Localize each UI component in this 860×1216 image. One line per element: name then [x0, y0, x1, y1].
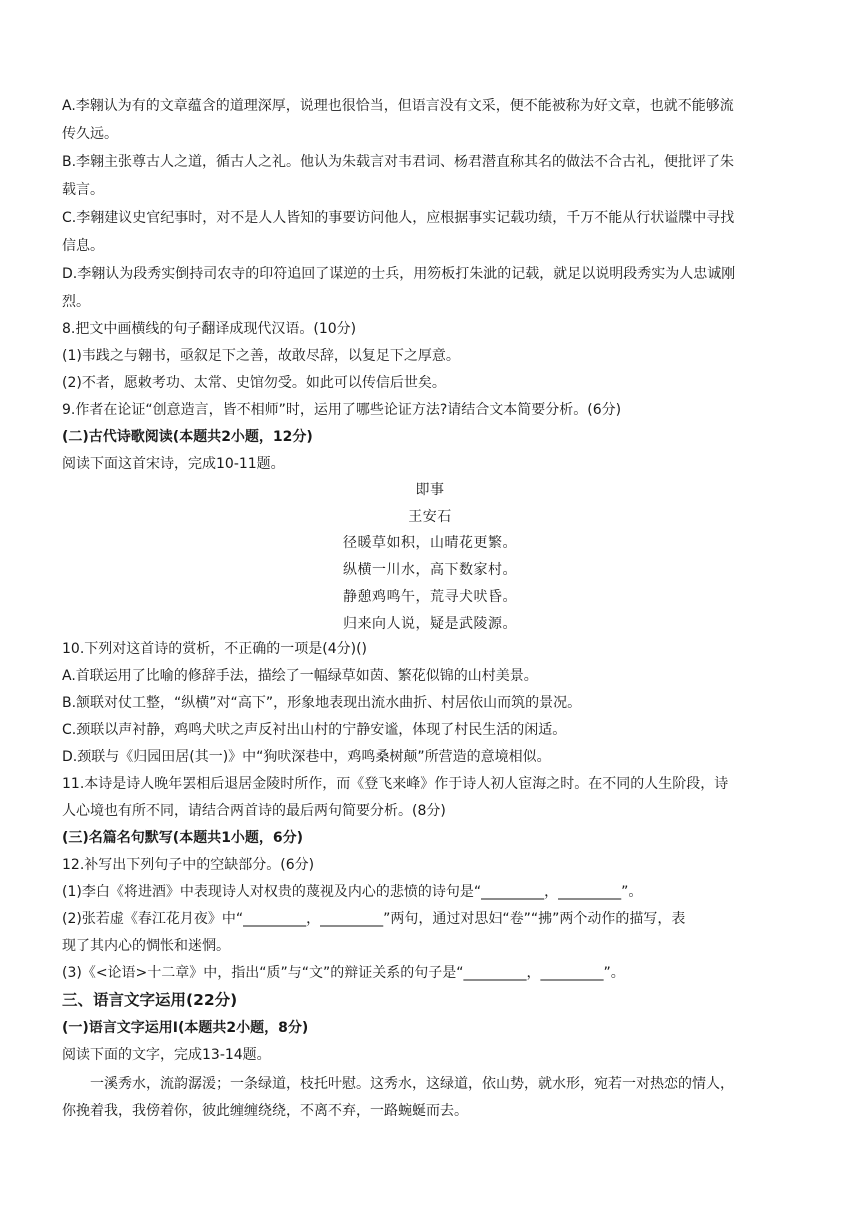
q10-option-c: C.颈联以声衬静，鸡鸣犬吠之声反衬出山村的宁静安谧，体现了村民生活的闲适。 [62, 722, 567, 738]
passage-line-2: 你挽着我，我傍着你，彼此缠缠绕绕，不离不弃，一路蜿蜒而去。 [62, 1103, 468, 1119]
section-language-heading: 三、语言文字运用(22分) [62, 991, 238, 1009]
q12-item-1: (1)李白《将进酒》中表现诗人对权贵的蔑视及内心的悲愤的诗句是“_________，_________”。 [62, 884, 643, 900]
poem-line-4: 归来向人说，疑是武陵源。 [343, 616, 517, 632]
q12-stem: 12.补写出下列句子中的空缺部分。(6分) [62, 857, 315, 873]
q8-sentence-2: (2)不者，愿敕考功、太常、史馆勿受。如此可以传信后世矣。 [62, 375, 446, 391]
q7-option-c-line1: C.李翱建议史官纪事时，对不是人人皆知的事要访问他人，应根据事实记载功绩，千万不能从行状谥牒中寻找 [62, 210, 735, 226]
q8-sentence-1: (1)韦践之与翱书，亟叙足下之善，故敢尽辞，以复足下之厚意。 [62, 348, 460, 364]
poem-line-2: 纵横一川水，高下数家村。 [343, 562, 517, 578]
q9-stem: 9.作者在论证“创意造言，皆不相师”时，运用了哪些论证方法?请结合文本简要分析。(6分) [62, 402, 622, 418]
q7-option-d-line2: 烈。 [62, 294, 90, 310]
q7-option-a-line2: 传久远。 [62, 126, 118, 142]
language-subsection-heading: (一)语言文字运用Ⅰ(本题共2小题，8分) [62, 1020, 309, 1036]
language-intro: 阅读下面的文字，完成13-14题。 [62, 1047, 271, 1063]
q7-option-c-line2: 信息。 [62, 238, 104, 254]
section-poetry-heading: (二)古代诗歌阅读(本题共2小题，12分) [62, 429, 313, 445]
q7-option-a-line1: A.李翱认为有的文章蕴含的道理深厚，说理也很恰当，但语言没有文采，便不能被称为好文章，也就不能够流 [62, 98, 734, 114]
q10-option-b: B.颔联对仗工整，“纵横”对“高下”，形象地表现出流水曲折、村居依山而筑的景况。 [62, 695, 582, 711]
q7-option-b-line2: 载言。 [62, 182, 104, 198]
q7-option-d-line1: D.李翱认为段秀实倒持司农寺的印符追回了谋逆的士兵，用笏板打朱泚的记载，就足以说明段秀实为人忠诚刚 [62, 266, 736, 282]
q12-item-2-line2: 现了其内心的惆怅和迷惘。 [62, 938, 230, 954]
poem-line-1: 径暖草如积，山晴花更繁。 [343, 535, 517, 551]
q12-item-3: (3)《<论语>十二章》中，指出“质”与“文”的辩证关系的句子是“_________，_________”。 [62, 965, 625, 981]
q12-item-2-line1: (2)张若虚《春江花月夜》中“_________，_________”两句，通过对思妇“卷”“拂”两个动作的描写，表 [62, 911, 686, 927]
q10-option-a: A.首联运用了比喻的修辞手法，描绘了一幅绿草如茵、繁花似锦的山村美景。 [62, 668, 538, 684]
q7-option-b-line1: B.李翱主张尊古人之道，循古人之礼。他认为朱载言对韦君词、杨君潜直称其名的做法不合古礼，便批评了朱 [62, 154, 735, 170]
poetry-intro: 阅读下面这首宋诗，完成10-11题。 [62, 456, 285, 472]
q11-stem-line1: 11.本诗是诗人晚年罢相后退居金陵时所作，而《登飞来峰》作于诗人初人宦海之时。在不同的人生阶段，诗 [62, 776, 729, 792]
q8-stem: 8.把文中画横线的句子翻译成现代汉语。(10分) [62, 321, 357, 337]
q11-stem-line2: 人心境也有所不同，请结合两首诗的最后两句简要分析。(8分) [62, 803, 446, 819]
section-recite-heading: (三)名篇名句默写(本题共1小题，6分) [62, 830, 304, 846]
passage-line-1: 一溪秀水，流韵潺湲；一条绿道，枝托叶慰。这秀水，这绿道，依山势，就水形，宛若一对热恋的情人， [62, 1076, 734, 1092]
q10-stem: 10.下列对这首诗的赏析，不正确的一项是(4分)() [62, 641, 368, 657]
poem-line-3: 静憩鸡鸣午，荒寻犬吠昏。 [343, 589, 517, 605]
q10-option-d: D.颈联与《归园田居(其一)》中“狗吠深巷中，鸡鸣桑树颠”所营造的意境相似。 [62, 749, 551, 765]
poem-title: 即事 [415, 482, 445, 498]
poem-author: 王安石 [408, 509, 452, 525]
